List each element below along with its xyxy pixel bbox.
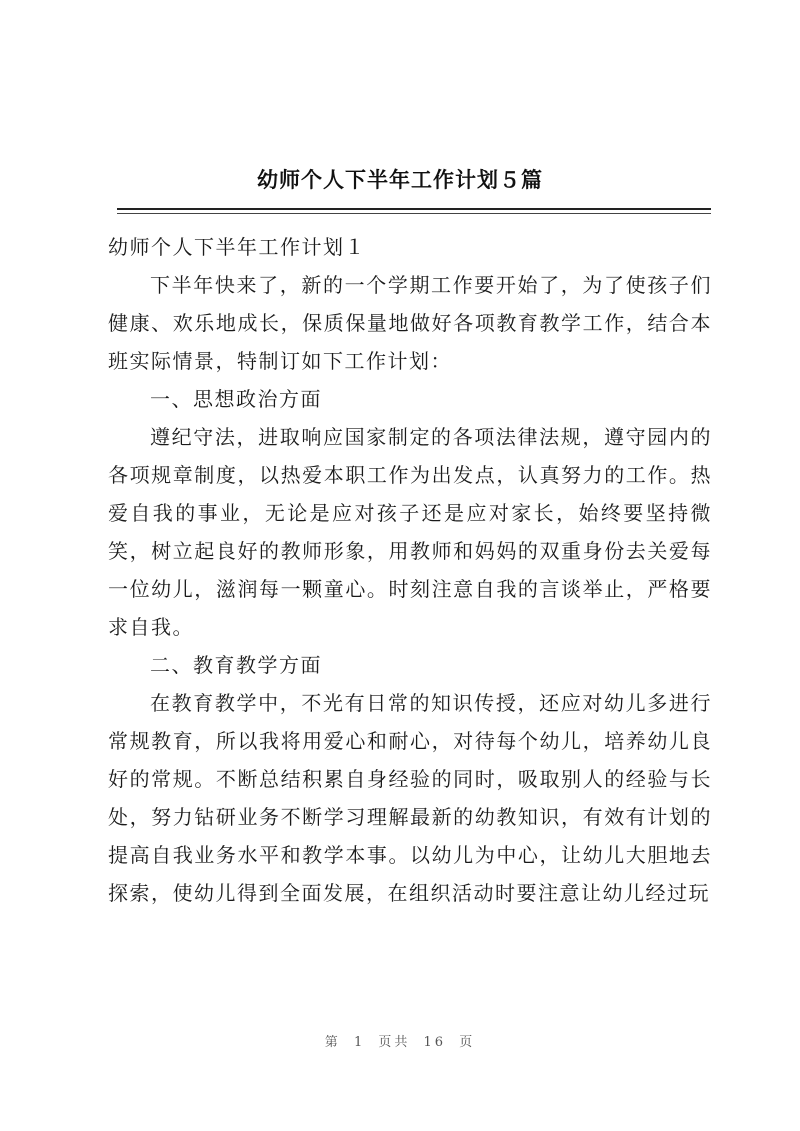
page-footer (0, 1031, 800, 1050)
document-title: 幼师个人下半年工作计划５篇 (257, 168, 543, 192)
plan-subheading: 幼师个人下半年工作计划１ (108, 235, 366, 259)
footer-prefix: 第 (324, 1035, 341, 1050)
section-heading-teaching: 二、教育教学方面 (150, 653, 322, 677)
footer-page-number: 1 (353, 1035, 366, 1050)
footer-suffix: 页 (459, 1035, 476, 1050)
section-heading-politics: 一、思想政治方面 (150, 387, 322, 411)
document-body (108, 228, 712, 912)
politics-paragraph: 遵纪守法，进取响应国家制定的各项法律法规，遵守园内的各项规章制度，以热爱本职工作为出发点，认真努力的工作。热爱自我的事业，无论是应对孩子还是应对家长，始终要坚持微笑，树立起良好的教师形象，用教师和妈妈的双重身份去关爱每一位幼儿，滋润每一颗童心。时刻注意自我的言谈举止，严格要求自我。 (108, 425, 712, 639)
title-rule-thin (117, 213, 711, 214)
footer-middle: 页共 (378, 1035, 411, 1050)
teaching-paragraph: 在教育教学中，不光有日常的知识传授，还应对幼儿多进行常规教育，所以我将用爱心和耐心，对待每个幼儿，培养幼儿良好的常规。不断总结积累自身经验的同时，吸取别人的经验与长处，努力钻研业务不断学习理解最新的幼教知识，有效有计划的提高自我业务水平和教学本事。以幼儿为中心，让幼儿大胆地去探索，使幼儿得到全面发展，在组织活动时要注意让幼儿经过玩 (108, 691, 712, 905)
title-rule-thick (117, 208, 711, 210)
footer-total-pages: 16 (423, 1035, 447, 1050)
intro-paragraph: 下半年快来了，新的一个学期工作要开始了，为了使孩子们健康、欢乐地成长，保质保量地做好各项教育教学工作，结合本班实际情景，特制订如下工作计划： (108, 273, 712, 373)
